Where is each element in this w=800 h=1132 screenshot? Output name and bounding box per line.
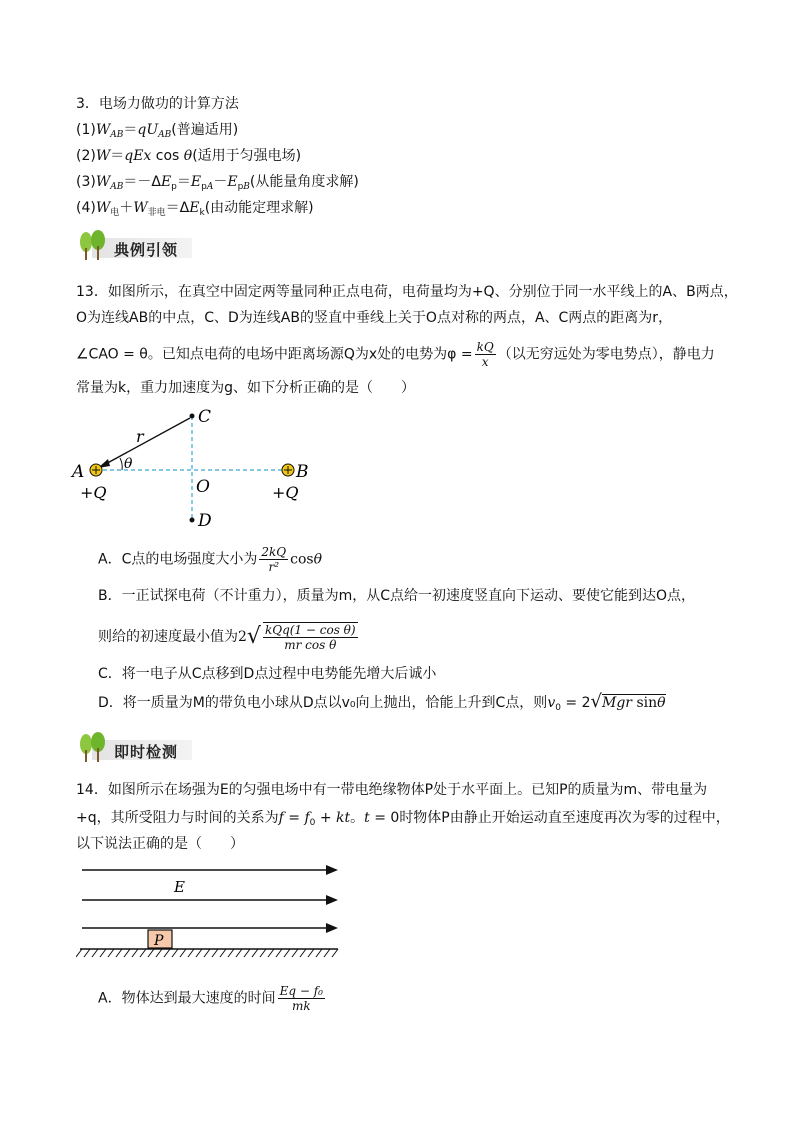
q14-line2-pre: +q，其所受阻力与时间的关系为 <box>76 810 279 826</box>
q14-option-a <box>98 984 327 1013</box>
label-D: D <box>198 511 212 531</box>
q14-option-a-fraction: $\frac{\text{Eq − f₀}}{mk}$ <box>279 984 323 1013</box>
banner-label: 即时检测 <box>114 743 179 761</box>
banner-quick-test <box>76 732 196 764</box>
q13-line3-post: （以无穷远处为零电势点），静电力 <box>497 346 715 363</box>
q14-line2: +q，其所受阻力与时间的关系为$f = f_0$ + kt。t = 0时物体P由静止开始运动直至速度再次为零的过程中， <box>76 810 730 828</box>
label-B: B <box>296 462 309 482</box>
tree-icon <box>76 732 116 764</box>
potential-fraction: $\frac{kQ}{x}$ <box>476 340 494 369</box>
q13-option-b1: B．一正试探电荷（不计重力），质量为m，从C点给一初速度竖直向下运动、要使它能到达O点， <box>98 588 696 604</box>
section-title: 3．电场力做功的计算方法 <box>76 96 239 112</box>
formula-2: (2)W＝qEx cos θ(适用于匀强电场) <box>76 148 302 164</box>
formula-1-note: (普遍适用) <box>171 122 239 138</box>
q13-line3-pre: ∠CAO = θ。已知点电荷的电场中距离场源Q为x处的电势为φ = <box>76 346 473 363</box>
formula-4: $(4)W_电+W_{非电}=\Delta E_k$(由动能定理求解) <box>76 200 314 218</box>
formula-1: $(1)W_{AB}=qU_{AB}$(普遍适用) <box>76 122 239 140</box>
q14-line3: 以下说法正确的是（ ） <box>76 836 244 852</box>
option-b-text: 则给的初速度最小值为 <box>98 629 238 645</box>
field-diagram <box>76 860 346 970</box>
option-a-text: A．C点的电场强度大小为 <box>98 551 258 568</box>
q14-line2-post: 时物体P由静止开始运动直至速度再次为零的过程中， <box>399 810 730 826</box>
q13-option-b2: 则给的初速度最小值为2√ $\frac{\text{kQq(1 − cos θ)}}{\text{mr cos θ}}$ <box>98 622 360 652</box>
label-E: E <box>174 878 185 896</box>
charge-diagram <box>70 404 330 534</box>
formula-3: $(3)W_{AB}=-\Delta E_p=E_{pA}-E_{pB}$(从能量角度求解) <box>76 174 359 192</box>
q13-line4: 常量为k，重力加速度为g、如下分析正确的是（ ） <box>76 380 415 396</box>
formula-1-index: (1) <box>76 122 96 138</box>
q14-line2-mid: 。 <box>350 810 365 826</box>
q13-line1: 13．如图所示，在真空中固定两等量同种正点电荷，电荷量均为+Q、分别位于同一水平线上的A、B两点， <box>76 284 738 300</box>
label-qA: +Q <box>80 483 107 502</box>
q13-option-a: A．C点的电场强度大小为 $\frac{2kQ}{\text{r²}}$ cosθ <box>98 545 323 574</box>
q13-option-d: D．将一质量为M的带负电小球从D点以v₀向上抛出，恰能上升到C点，则$v_0 = 2√Mgr$ sinθ <box>98 691 666 713</box>
q13-line3 <box>76 340 715 369</box>
label-r: r <box>136 427 144 446</box>
formula-4-note: (由动能定理求解) <box>204 200 314 216</box>
formula-3-note: (从能量角度求解) <box>249 174 359 190</box>
label-C: C <box>198 407 212 427</box>
option-b-sqrt: √ $\frac{\text{kQq(1 − cos θ)}}{\text{mr cos θ}}$ <box>246 623 356 652</box>
banner-examples <box>76 230 196 262</box>
q14-line1: 14．如图所示在场强为E的匀强电场中有一带电绝缘物体P处于水平面上。已知P的质量为m、带电量为 <box>76 782 708 798</box>
q13-option-c: C．将一电子从C点移到D点过程中电势能先增大后诚小 <box>98 666 437 682</box>
label-P: P <box>154 933 164 949</box>
option-a-fraction: $\frac{2kQ}{\text{r²}}$ <box>261 545 287 574</box>
banner-label: 典例引领 <box>114 241 179 259</box>
formula-2-index: (2) <box>76 148 96 164</box>
label-O: O <box>196 477 210 497</box>
label-qB: +Q <box>272 483 299 502</box>
formula-3-index: (3) <box>76 174 96 190</box>
q13-line2: O为连线AB的中点，C、D为连线AB的竖直中垂线上关于O点对称的两点，A、C两点的距离为r， <box>76 310 673 326</box>
q14-option-a-text: A．物体达到最大速度的时间 <box>98 990 276 1007</box>
label-A: A <box>72 462 85 482</box>
formula-4-index: (4) <box>76 200 96 216</box>
option-d-text: D．将一质量为M的带负电小球从D点以v₀向上抛出，恰能上升到C点，则 <box>98 695 548 711</box>
formula-2-note: (适用于匀强电场) <box>192 148 302 164</box>
tree-icon <box>76 230 116 262</box>
label-theta: θ <box>124 456 133 472</box>
